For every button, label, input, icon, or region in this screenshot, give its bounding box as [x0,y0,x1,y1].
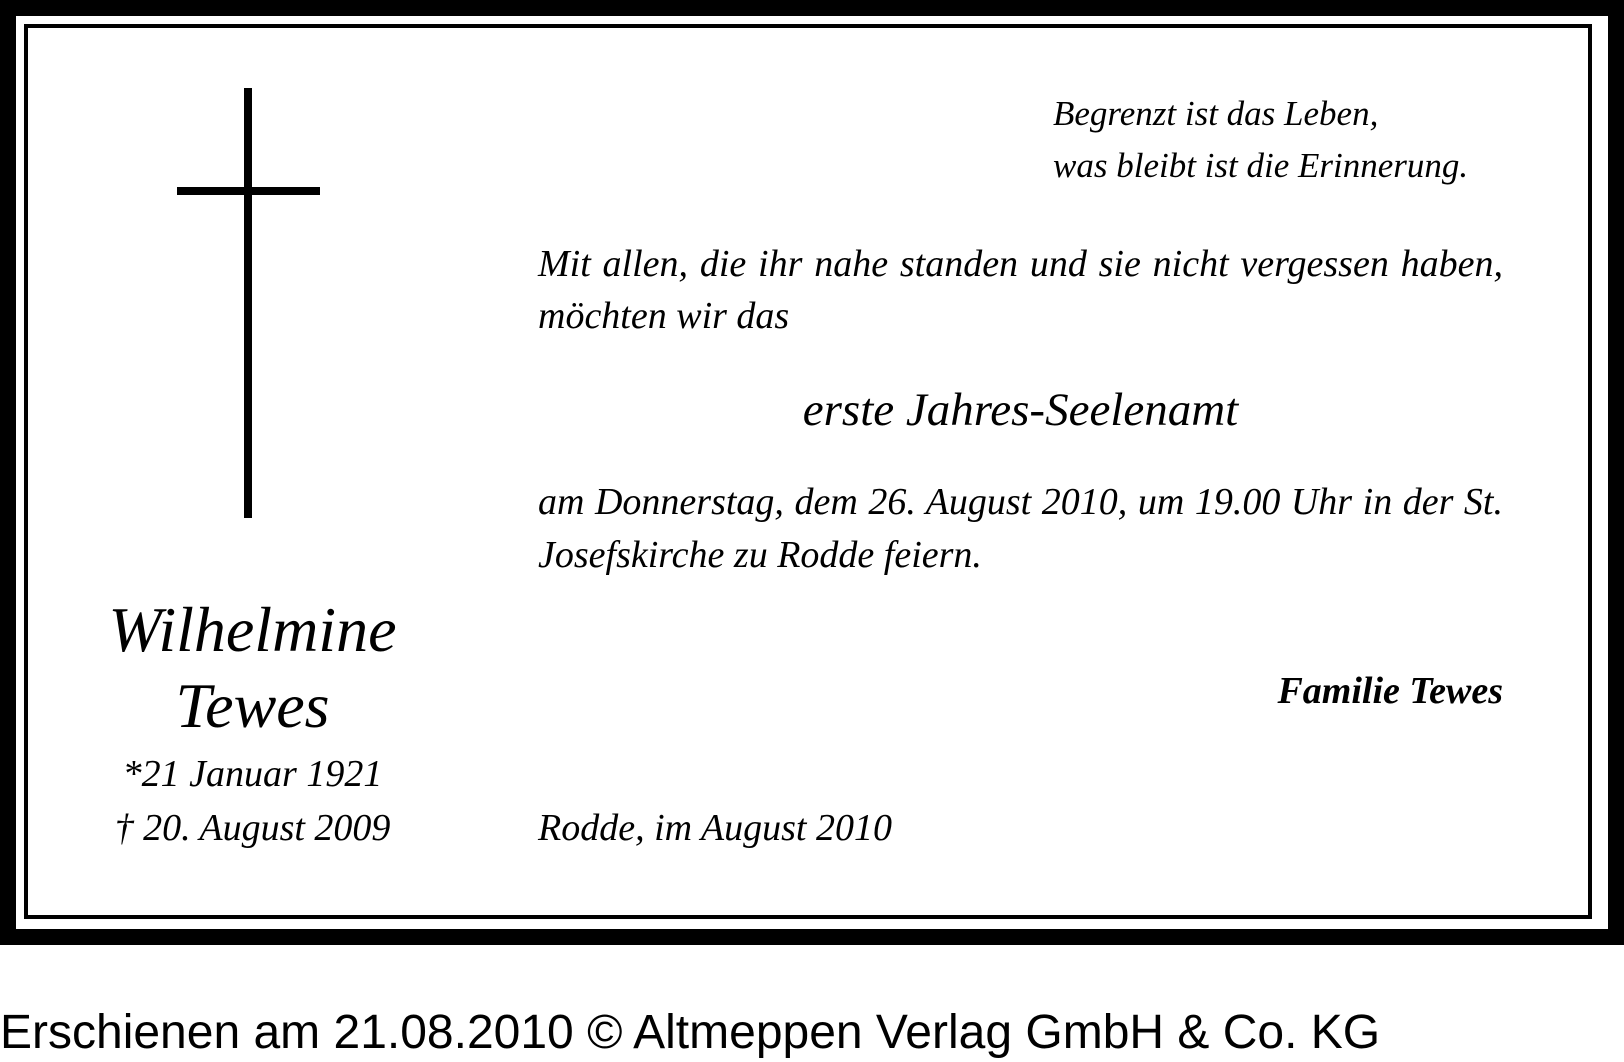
quote-line-1: Begrenzt ist das Leben, [1053,94,1379,133]
deceased-last-name: Tewes [175,670,330,741]
cross-icon-bar [177,187,320,195]
family-signature: Familie Tewes [1277,670,1503,712]
deceased-first-name: Wilhelmine [108,594,397,665]
intro-text: Mit allen, die ihr nahe standen und sie nicht vergessen haben, möchten wir das [538,243,1503,337]
death-date: † 20. August 2009 [114,807,391,849]
cross-icon [244,88,252,518]
publication-footer: Erschienen am 21.08.2010 © Altmeppen Verlag GmbH & Co. KG [0,1006,1381,1059]
place-and-date: Rodde, im August 2010 [538,807,892,849]
memorial-quote [1053,88,1573,192]
deceased-name [60,592,445,744]
quote-line-2: was bleibt ist die Erinnerung. [1053,146,1469,185]
birth-date: *21 Januar 1921 [122,753,383,795]
service-details: am Donnerstag, dem 26. August 2010, um 19.00 Uhr in der St. Josefskirche zu Rodde feiern. [538,481,1503,576]
service-title: erste Jahres-Seelenamt [802,384,1239,436]
